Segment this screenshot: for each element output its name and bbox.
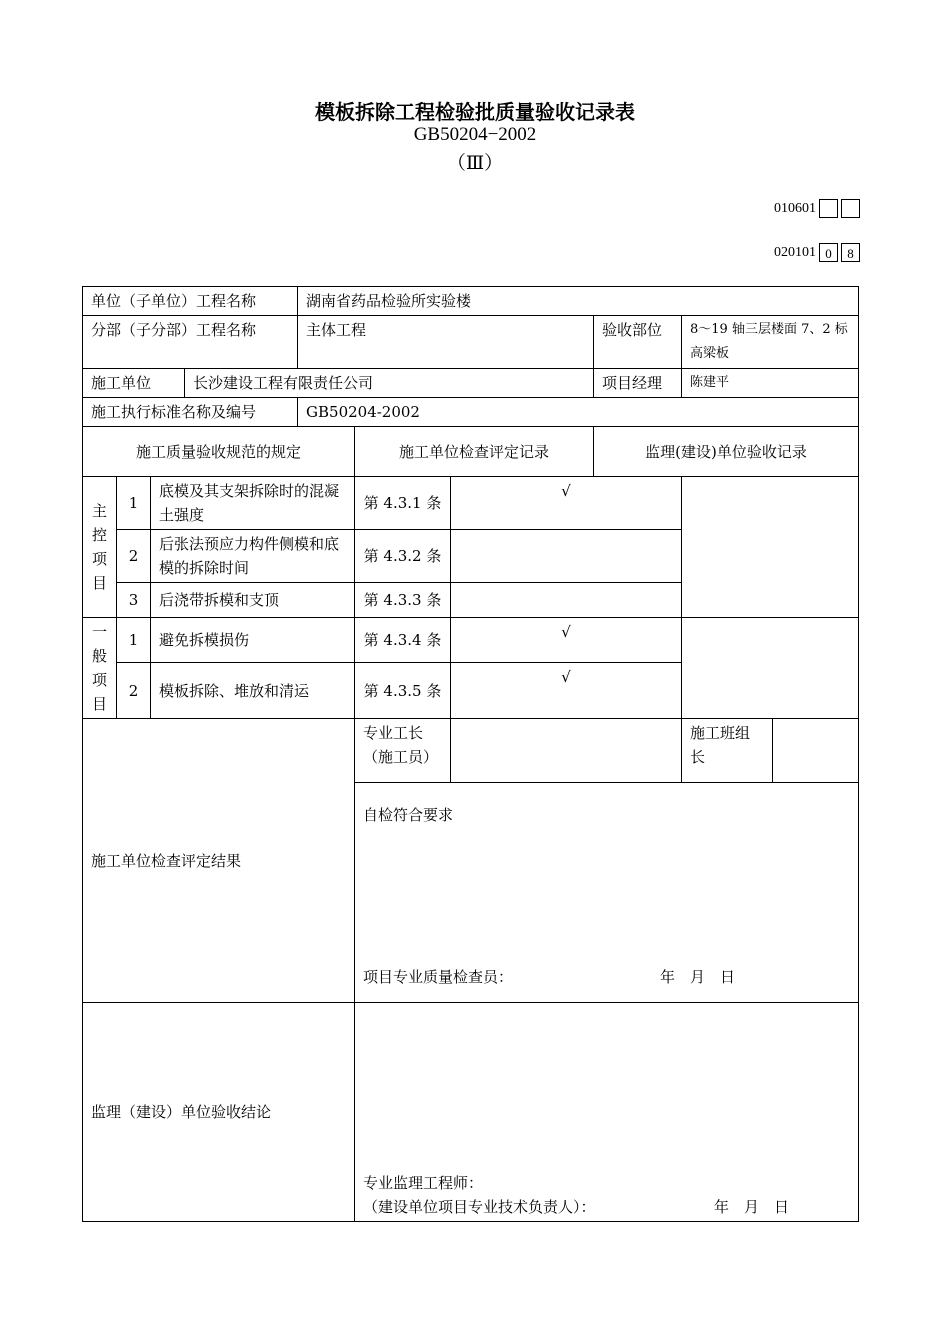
acceptance-part-label: 验收部位 <box>594 316 682 369</box>
item-clause: 第 4.3.2 条 <box>355 530 451 583</box>
supervision-conclusion-label: 监理（建设）单位验收结论 <box>83 1003 355 1222</box>
main-control-group-label: 主 控 项 目 <box>83 477 117 618</box>
form-variant: （Ⅲ） <box>446 152 504 174</box>
form-code-1 <box>774 199 860 218</box>
spec-column-header: 施工质量验收规范的规定 <box>83 427 355 477</box>
foreman-label: 专业工长（施工员） <box>355 719 451 783</box>
item-number: 3 <box>117 583 151 618</box>
self-check-text: 自检符合要求 <box>363 806 454 824</box>
item-description: 后张法预应力构件侧模和底模的拆除时间 <box>151 530 355 583</box>
inspector-sign-row <box>363 965 735 989</box>
item-clause: 第 4.3.4 条 <box>355 618 451 663</box>
item-description: 模板拆除、堆放和清运 <box>151 663 355 719</box>
item-description: 后浇带拆模和支顶 <box>151 583 355 618</box>
form-code-1-prefix: 010601 <box>774 200 816 216</box>
standard-code: GB50204−2002 <box>413 124 537 145</box>
form-code-2-box-2[interactable]: 8 <box>841 243 860 262</box>
contractor-label: 施工单位 <box>83 369 185 398</box>
supervising-engineer-label: 专业监理工程师： <box>363 1174 484 1192</box>
item-clause: 第 4.3.3 条 <box>355 583 451 618</box>
inspector-date: 年 月 日 <box>660 968 736 986</box>
supervision-conclusion-content[interactable] <box>355 1003 859 1222</box>
unit-name-value[interactable]: 湖南省药品检验所实验楼 <box>298 287 859 316</box>
form-code-1-box-1[interactable] <box>819 199 838 218</box>
contractor-result-label: 施工单位检查评定结果 <box>83 719 355 1003</box>
item-description: 底模及其支架拆除时的混凝土强度 <box>151 477 355 530</box>
item-clause: 第 4.3.5 条 <box>355 663 451 719</box>
supervision-column-header: 监理(建设)单位验收记录 <box>594 427 859 477</box>
conclusion-date: 年 月 日 <box>714 1198 790 1216</box>
general-supervision-record[interactable] <box>682 618 859 719</box>
item-check-record[interactable]: √ <box>451 477 682 530</box>
item-number: 1 <box>117 618 151 663</box>
project-manager-label: 项目经理 <box>594 369 682 398</box>
form-title: 模板拆除工程检验批质量验收记录表 <box>315 100 635 124</box>
general-group-label: 一 般 项 目 <box>83 618 117 719</box>
inspection-form-table <box>82 286 859 1222</box>
owner-sign-row <box>363 1195 789 1219</box>
item-clause: 第 4.3.1 条 <box>355 477 451 530</box>
item-number: 2 <box>117 663 151 719</box>
contractor-value[interactable]: 长沙建设工程有限责任公司 <box>185 369 594 398</box>
item-number: 2 <box>117 530 151 583</box>
item-description: 避免拆模损伤 <box>151 618 355 663</box>
main-supervision-record[interactable] <box>682 477 859 618</box>
item-check-record[interactable]: √ <box>451 618 682 663</box>
form-code-2 <box>774 243 860 262</box>
item-check-record[interactable] <box>451 530 682 583</box>
sub-project-label: 分部（子分部）工程名称 <box>83 316 298 369</box>
exec-standard-label: 施工执行标准名称及编号 <box>83 398 298 427</box>
item-check-record[interactable] <box>451 583 682 618</box>
unit-name-label: 单位（子单位）工程名称 <box>83 287 298 316</box>
inspector-label: 项目专业质量检查员： <box>363 968 514 986</box>
team-leader-value[interactable] <box>773 719 859 783</box>
team-leader-label: 施工班组长 <box>682 719 773 783</box>
acceptance-part-value[interactable]: 8～19 轴三层楼面 7、2 标高梁板 <box>682 316 859 369</box>
item-number: 1 <box>117 477 151 530</box>
form-code-2-prefix: 020101 <box>774 244 816 260</box>
project-manager-value[interactable]: 陈建平 <box>682 369 859 398</box>
item-check-record[interactable]: √ <box>451 663 682 719</box>
form-code-1-box-2[interactable] <box>841 199 860 218</box>
form-code-2-box-1[interactable]: 0 <box>819 243 838 262</box>
contractor-result-content[interactable] <box>355 783 859 1003</box>
check-column-header: 施工单位检查评定记录 <box>355 427 594 477</box>
foreman-value[interactable] <box>451 719 682 783</box>
owner-rep-label: （建设单位项目专业技术负责人）： <box>363 1198 596 1216</box>
exec-standard-value[interactable]: GB50204-2002 <box>298 398 859 427</box>
sub-project-value[interactable]: 主体工程 <box>298 316 594 369</box>
